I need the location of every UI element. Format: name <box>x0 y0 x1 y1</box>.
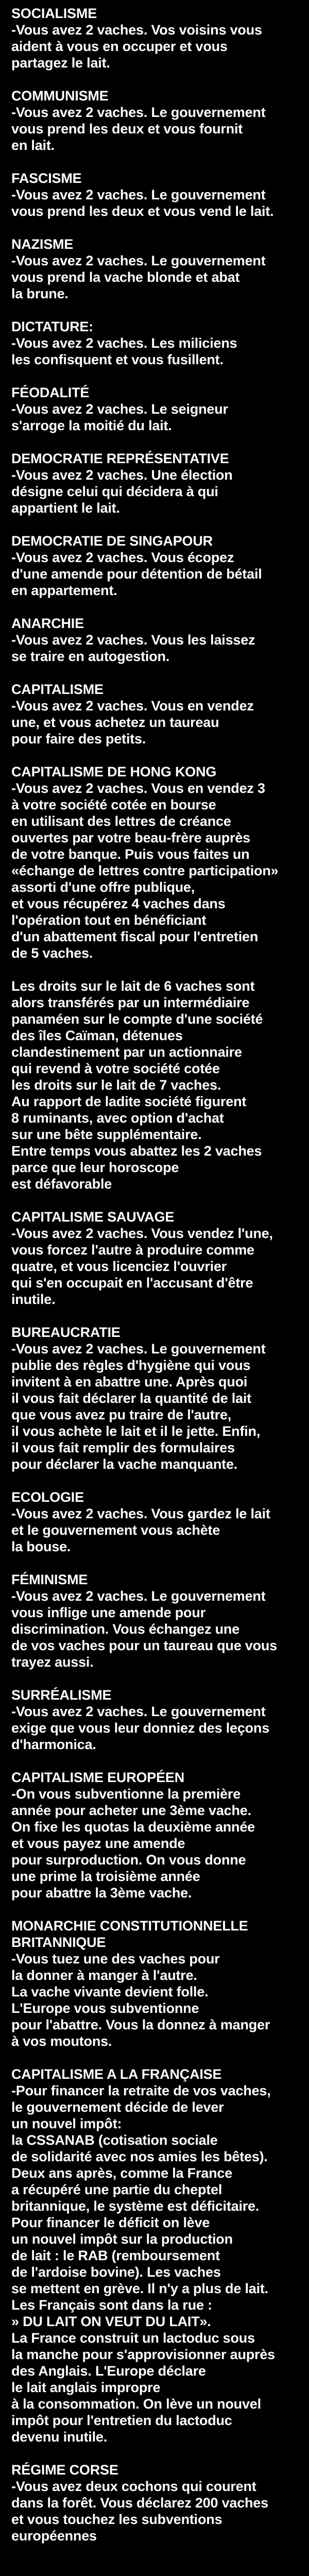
section-text-line: » DU LAIT ON VEUT DU LAIT». <box>11 2314 211 2329</box>
section-text-line: la CSSANAB (cotisation sociale <box>11 2132 218 2148</box>
section-text-line: appartient le lait. <box>11 500 120 516</box>
section-block <box>11 764 300 961</box>
section-text-line: vous prend la vache blonde et abat <box>11 269 240 285</box>
section-text-line: panaméen sur le compte d'une société <box>11 1011 263 1027</box>
section-text-line: -Vous avez 2 vaches. Vous les laissez <box>11 632 255 648</box>
section-text-line: européennes <box>11 2528 97 2544</box>
section-text-line: de lait : le RAB (remboursement <box>11 2248 220 2263</box>
section-text-line: 8 ruminants, avec option d'achat <box>11 1110 224 1126</box>
section-title: CAPITALISME EUROPÉEN <box>11 1770 185 1785</box>
section-title: SURRÉALISME <box>11 1687 112 1703</box>
section-text-line: -Vous avez 2 vaches. Le gouvernement <box>11 1341 266 1357</box>
section-text-line: -On vous subventionne la première <box>11 1786 241 1802</box>
section-block <box>11 236 300 302</box>
section-text-line: des îles Caïman, détenues <box>11 1028 183 1043</box>
section-text-line: Entre temps vous abattez les 2 vaches <box>11 1143 262 1159</box>
section-title: COMMUNISME <box>11 88 109 104</box>
section-text-line: -Vous avez 2 vaches. Les miliciens <box>11 335 237 351</box>
section-title: CAPITALISME <box>11 682 104 697</box>
section-text-line: pour l'abattre. Vous la donnez à manger <box>11 2017 270 2032</box>
section-title: DEMOCRATIE REPRÉSENTATIVE <box>11 451 229 466</box>
section-block <box>11 615 300 665</box>
section-text-line: s'arroge la moitié du lait. <box>11 418 172 433</box>
section-text-line: un nouvel impôt sur la production <box>11 2231 233 2247</box>
section-title: DICTATURE: <box>11 319 93 334</box>
section-text-line: «échange de lettres contre participation» <box>11 863 279 878</box>
section-text-line: d'une amende pour détention de bétail <box>11 566 262 582</box>
section-text-line: -Pour financer la retraite de vos vaches, <box>11 2083 271 2098</box>
section-text-line: pour surproduction. On vous donne <box>11 1852 246 1868</box>
section-text-line: en appartement. <box>11 583 117 598</box>
section-text-line: la manche pour s'approvisionner auprès <box>11 2347 275 2362</box>
section-block <box>11 533 300 599</box>
section-text-line: parce que leur horoscope <box>11 1160 179 1175</box>
section-title: FASCISME <box>11 171 82 186</box>
section-text-line: -Vous avez 2 vaches. Vos voisins vous <box>11 22 262 38</box>
section-text-line: Deux ans après, comme la France <box>11 2165 233 2181</box>
section-block <box>11 1687 300 1753</box>
section-block <box>11 978 300 1192</box>
section-block <box>11 1324 300 1472</box>
section-text-line: invitent à en abattre une. Après quoi <box>11 1374 248 1389</box>
section-title: ANARCHIE <box>11 616 84 631</box>
section-text-line: publie des règles d'hygiène qui vous <box>11 1358 251 1373</box>
section-text-line: la donner à manger à l'autre. <box>11 1968 197 1983</box>
section-block <box>11 5 300 71</box>
section-title: FÉMINISME <box>11 1572 88 1587</box>
section-text-line: -Vous avez 2 vaches. Vous en vendez <box>11 698 254 714</box>
section-block <box>11 681 300 747</box>
section-text-line: le lait anglais impropre <box>11 2380 161 2395</box>
section-text-line: La vache vivante devient folle. <box>11 1984 209 1999</box>
section-text-line: -Vous avez 2 vaches. Le gouvernement <box>11 1588 266 1604</box>
section-text-line: et vous payez une amende <box>11 1836 185 1851</box>
section-text-line: -Vous avez 2 vaches. Le gouvernement <box>11 253 266 268</box>
section-text-line: la bouse. <box>11 1539 71 1554</box>
section-block <box>11 1489 300 1555</box>
section-block <box>11 318 300 368</box>
section-text-line: il vous fait remplir des formulaires <box>11 1440 235 1455</box>
section-block <box>11 170 300 219</box>
section-text-line: dans la forêt. Vous déclarez 200 vaches <box>11 2495 268 2511</box>
section-title: NAZISME <box>11 236 74 252</box>
section-text-line: en lait. <box>11 138 55 153</box>
section-block <box>11 1209 300 1308</box>
section-text-line: a récupéré une partie du cheptel <box>11 2182 222 2197</box>
section-block <box>11 1918 300 2049</box>
section-text-line: un nouvel impôt: <box>11 2116 122 2131</box>
section-block <box>11 2066 300 2445</box>
section-text-line: -Vous tuez une des vaches pour <box>11 1951 220 1967</box>
section-text-line: La France construit un lactoduc sous <box>11 2330 255 2346</box>
section-text-line: discrimination. Vous échangez une <box>11 1621 239 1637</box>
section-title: CAPITALISME SAUVAGE <box>11 1209 175 1225</box>
section-block <box>11 88 300 154</box>
section-text-line: des Anglais. L'Europe déclare <box>11 2363 206 2379</box>
section-text-line: à la consommation. On lève un nouvel <box>11 2396 261 2412</box>
section-text-line: il vous fait déclarer la quantité de lait <box>11 1391 251 1406</box>
section-text-line: les confisquent et vous fusillent. <box>11 352 224 367</box>
section-text-line: Au rapport de ladite société figurent <box>11 1094 247 1109</box>
section-text-line: -Vous avez 2 vaches. Vous écopez <box>11 550 234 565</box>
section-text-line: -Vous avez 2 vaches. Le gouvernement <box>11 187 266 202</box>
section-text-line: Les Français sont dans la rue : <box>11 2297 212 2313</box>
section-title: CAPITALISME A LA FRANÇAISE <box>11 2066 222 2082</box>
section-text-line: -Vous avez 2 vaches. Vous gardez le lait <box>11 1506 270 1521</box>
section-text-line: trayez aussi. <box>11 1654 94 1670</box>
section-text-line: -Vous avez 2 vaches. Une élection <box>11 467 233 483</box>
section-text-line: l'opération tout en bénéficiant <box>11 912 207 928</box>
section-text-line: qui s'en occupait en l'accusant d'être <box>11 1275 253 1291</box>
section-block <box>11 384 300 434</box>
section-text-line: d'un abattement fiscal pour l'entretien <box>11 929 259 944</box>
section-text-line: -Vous avez 2 vaches. Vous vendez l'une, <box>11 1226 273 1241</box>
section-text-line: alors transférés par un intermédiaire <box>11 995 250 1010</box>
section-text-line: assorti d'une offre publique, <box>11 879 195 895</box>
section-text-line: vous prend les deux et vous vend le lait. <box>11 204 274 219</box>
section-title: DEMOCRATIE DE SINGAPOUR <box>11 533 213 549</box>
text-list <box>11 5 300 2561</box>
section-text-line: -Vous avez 2 vaches. Le gouvernement <box>11 105 266 120</box>
section-text-line: les droits sur le lait de 7 vaches. <box>11 1077 221 1093</box>
section-text-line: une, et vous achetez un taureau <box>11 715 219 730</box>
section-text-line: exige que vous leur donniez des leçons <box>11 1720 270 1736</box>
section-text-line: quatre, et vous licenciez l'ouvrier <box>11 1259 227 1274</box>
section-text-line: de l'ardoise bovine). Les vaches <box>11 2264 221 2280</box>
section-text-line: partagez le lait. <box>11 55 110 71</box>
section-text-line: ouvertes par votre beau-frère auprès <box>11 830 250 845</box>
section-text-line: On fixe les quotas la deuxième année <box>11 1819 255 1835</box>
section-text-line: vous inflige une amende pour <box>11 1605 205 1620</box>
section-text-line: -Vous avez deux cochons qui courent <box>11 2479 256 2494</box>
section-text-line: et vous touchez les subventions <box>11 2512 222 2527</box>
section-text-line: et vous récupérez 4 vaches dans <box>11 896 226 911</box>
section-text-line: impôt pour l'entretien du lactoduc <box>11 2413 232 2428</box>
section-text-line: de votre banque. Puis vous faites un <box>11 846 250 862</box>
section-text-line: pour déclarer la vache manquante. <box>11 1456 238 1472</box>
section-text-line: et le gouvernement vous achète <box>11 1522 220 1538</box>
section-block <box>11 2462 300 2544</box>
section-block <box>11 1571 300 1670</box>
section-text-line: devenu inutile. <box>11 2429 108 2445</box>
section-text-line: il vous achète le lait et il le jette. Enfin, <box>11 1423 261 1439</box>
section-text-line: qui revend à votre société cotée <box>11 1061 220 1076</box>
section-text-line: se mettent en grève. Il n'y a plus de lait. <box>11 2281 268 2296</box>
section-text-line: le gouvernement décide de lever <box>11 2099 224 2115</box>
section-text-line: une prime la troisième année <box>11 1869 200 1884</box>
section-text-line: sur une bête supplémentaire. <box>11 1127 202 1142</box>
section-text-line: à vos moutons. <box>11 2033 112 2049</box>
section-text-line: en utilisant des lettres de créance <box>11 814 231 829</box>
section-block <box>11 450 300 516</box>
section-block <box>11 1769 300 1901</box>
section-text-line: pour abattre la 3ème vache. <box>11 1885 192 1901</box>
section-text-line: de solidarité avec nos amies les bêtes). <box>11 2149 268 2164</box>
section-text-line: de 5 vaches. <box>11 945 93 961</box>
section-text-line: britannique, le système est déficitaire. <box>11 2198 260 2214</box>
section-text-line: d'harmonica. <box>11 1737 96 1752</box>
section-text-line: -Vous avez 2 vaches. Le gouvernement <box>11 1704 266 1719</box>
section-title: BUREAUCRATIE <box>11 1325 121 1340</box>
section-text-line: de vos vaches pour un taureau que vous <box>11 1638 278 1653</box>
section-text-line: Les droits sur le lait de 6 vaches sont <box>11 978 255 994</box>
section-title: SOCIALISME <box>11 6 97 21</box>
section-title: CAPITALISME DE HONG KONG <box>11 764 217 779</box>
section-text-line: que vous avez pu traire de l'autre, <box>11 1407 232 1422</box>
section-text-line: aident à vous en occuper et vous <box>11 39 228 54</box>
section-text-line: se traire en autogestion. <box>11 649 170 664</box>
section-text-line: inutile. <box>11 1292 56 1307</box>
section-text-line: désigne celui qui décidera à qui <box>11 484 218 499</box>
section-title: MONARCHIE CONSTITUTIONNELLE <box>11 1918 248 1934</box>
section-text-line: clandestinement par un actionnaire <box>11 1044 242 1060</box>
section-title: FÉODALITÉ <box>11 385 90 400</box>
section-text-line: année pour acheter une 3ème vache. <box>11 1803 251 1818</box>
section-text-line: vous prend les deux et vous fournit <box>11 121 243 137</box>
section-text-line: Pour financer le déficit on lève <box>11 2215 210 2230</box>
section-text-line: à votre société cotée en bourse <box>11 797 216 812</box>
section-text-line: -Vous avez 2 vaches. Le seigneur <box>11 401 228 417</box>
section-text-line: vous forcez l'autre à produire comme <box>11 1242 254 1258</box>
section-text-line: est défavorable <box>11 1176 112 1192</box>
section-text-line: L'Europe vous subventionne <box>11 2001 199 2016</box>
section-text-line: pour faire des petits. <box>11 731 146 747</box>
section-title: ECOLOGIE <box>11 1489 84 1505</box>
section-title: RÉGIME CORSE <box>11 2462 118 2478</box>
section-text-line: la brune. <box>11 286 68 301</box>
section-text-line: -Vous avez 2 vaches. Vous en vendez 3 <box>11 781 265 796</box>
section-title-continued: BRITANNIQUE <box>11 1935 106 1950</box>
